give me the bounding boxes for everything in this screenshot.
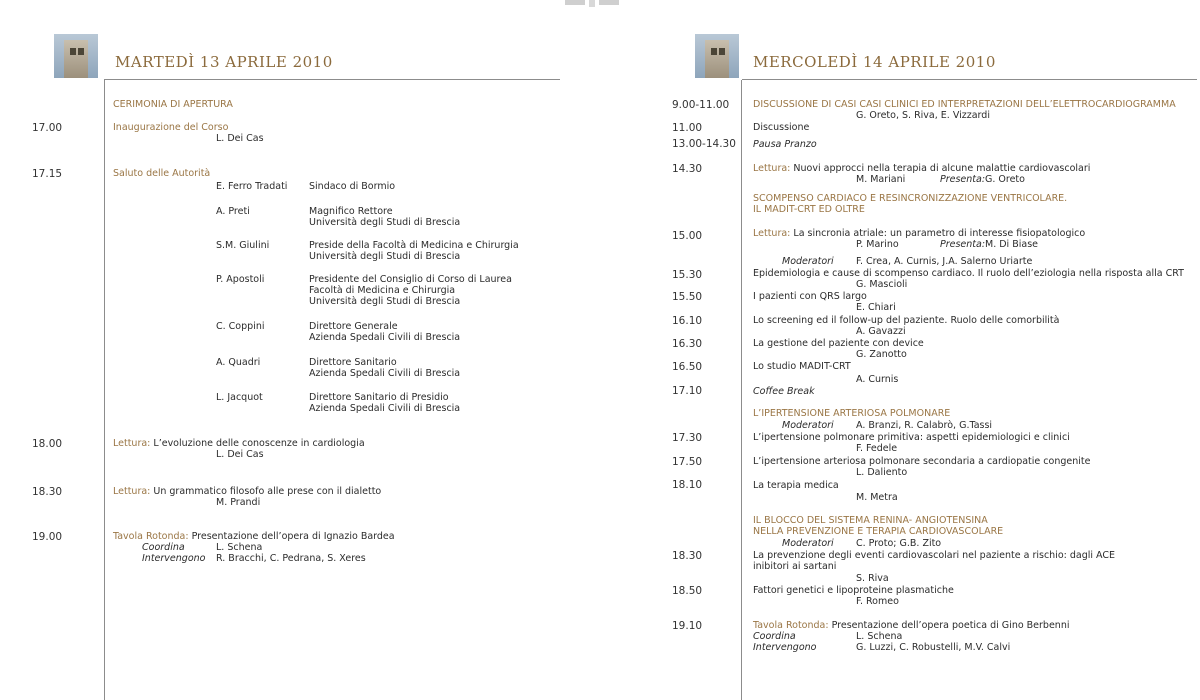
time-slot: 16.10 [672, 315, 703, 327]
authority-org: Azienda Spedali Civili di Brescia [309, 332, 461, 343]
time-slot: 15.00 [672, 230, 703, 242]
coordinator-label: Coordina [142, 542, 185, 553]
time-slot: 17.15 [32, 168, 63, 180]
authority-name: P. Apostoli [216, 274, 265, 285]
authority-name: L. Jacquot [216, 392, 263, 403]
speaker-name: M. Mariani [856, 174, 906, 185]
authority-org: Università degli Studi di Brescia [309, 251, 461, 262]
header-rule [742, 79, 1197, 80]
presenter-label: Presenta: [940, 239, 986, 250]
column-divider [741, 80, 742, 700]
lecture-label: Lettura: Nuovi approcci nella terapia di alcune malattie cardiovascolari [753, 163, 1091, 174]
coordinator-name: L. Schena [856, 631, 903, 642]
coordinator-name: L. Schena [216, 542, 263, 553]
round-table: Tavola Rotonda: Presentazione dell’opera poetica di Gino Berbenni [753, 620, 1070, 631]
talk-title: Epidemiologia e cause di scompenso cardiaco. Il ruolo dell’eziologia nella risposta alla CRT [753, 268, 1184, 279]
authority-role: Direttore Generale [309, 321, 398, 332]
time-slot: 18.30 [672, 550, 703, 562]
authority-role: Preside della Facoltà di Medicina e Chirurgia [309, 240, 519, 251]
talk-title: I pazienti con QRS largo [753, 291, 867, 302]
talk-title: Lo studio MADIT-CRT [753, 361, 851, 372]
time-slot: 15.50 [672, 291, 703, 303]
section-title: NELLA PREVENZIONE E TERAPIA CARDIOVASCOLARE [753, 526, 1004, 537]
authority-name: E. Ferro Tradati [216, 181, 288, 192]
speaker-names: G. Oreto, S. Riva, E. Vizzardi [856, 110, 990, 121]
coordinator-label: Coordina [753, 631, 796, 642]
authority-org: Università degli Studi di Brescia [309, 296, 461, 307]
talk-title: La terapia medica [753, 480, 839, 491]
speakers-names: R. Bracchi, C. Pedrana, S. Xeres [216, 553, 366, 564]
time-slot: 15.30 [672, 269, 703, 281]
time-slot: 16.30 [672, 338, 703, 350]
speaker-name: G. Mascioli [856, 279, 908, 290]
section-title: SCOMPENSO CARDIACO E RESINCRONIZZAZIONE VENTRICOLARE. [753, 193, 1068, 204]
time-slot: 19.10 [672, 620, 703, 632]
talk-title: Lo screening ed il follow-up del paziente. Ruolo delle comorbilità [753, 315, 1060, 326]
time-slot: 17.00 [32, 122, 63, 134]
time-slot: 18.50 [672, 585, 703, 597]
section-title: IL BLOCCO DEL SISTEMA RENINA- ANGIOTENSINA [753, 515, 988, 526]
right-page [600, 0, 1200, 700]
authority-name: S.M. Giulini [216, 240, 270, 251]
speaker-name: M. Prandi [216, 497, 261, 508]
speakers-names: G. Luzzi, C. Robustelli, M.V. Calvi [856, 642, 1011, 653]
day-title-tuesday: MARTEDÌ 13 APRILE 2010 [115, 53, 333, 71]
authority-role: Magnifico Rettore [309, 206, 393, 217]
authority-role: Direttore Sanitario [309, 357, 397, 368]
coffee-break: Coffee Break [753, 386, 815, 397]
speaker-name: M. Metra [856, 492, 898, 503]
bell-tower-icon [695, 34, 739, 78]
left-page [0, 0, 560, 700]
time-slot: 11.00 [672, 122, 703, 134]
speaker-name: P. Marino [856, 239, 899, 250]
speakers-label: Intervengono [753, 642, 817, 653]
speaker-name: F. Fedele [856, 443, 898, 454]
session-label: Tavola Rotonda: Presentazione dell’opera di Ignazio Bardea [113, 531, 395, 542]
section-opening: CERIMONIA DI APERTURA [113, 99, 233, 110]
session-label: Inaugurazione del Corso [113, 122, 229, 133]
presenter-name: G. Oreto [985, 174, 1025, 185]
authority-role: Presidente del Consiglio di Corso di Laurea [309, 274, 512, 285]
section-title: L’IPERTENSIONE ARTERIOSA POLMONARE [753, 408, 951, 419]
talk-title: La gestione del paziente con device [753, 338, 924, 349]
lunch-break: Pausa Pranzo [753, 139, 817, 150]
time-slot: 17.50 [672, 456, 703, 468]
authority-name: A. Quadri [216, 357, 261, 368]
time-slot: 17.30 [672, 432, 703, 444]
moderators-names: A. Branzi, R. Calabrò, G.Tassi [856, 420, 993, 431]
session-label: Saluto delle Autorità [113, 168, 211, 179]
speakers-label: Intervengono [142, 553, 206, 564]
authority-org: Università degli Studi di Brescia [309, 217, 461, 228]
day-title-wednesday: MERCOLEDÌ 14 APRILE 2010 [753, 53, 996, 71]
lecture-label: Lettura: La sincronia atriale: un parametro di interesse fisiopatologico [753, 228, 1086, 239]
speaker-name: L. Daliento [856, 467, 908, 478]
talk-title: La prevenzione degli eventi cardiovascolari nel paziente a rischio: dagli ACE [753, 550, 1116, 561]
speaker-name: A. Curnis [856, 374, 899, 385]
authority-name: C. Coppini [216, 321, 265, 332]
talk-title: L’ipertensione arteriosa polmonare secondaria a cardiopatie congenite [753, 456, 1091, 467]
talk-title: L’ipertensione polmonare primitiva: aspetti epidemiologici e clinici [753, 432, 1070, 443]
moderators-label: Moderatori [782, 256, 834, 267]
session-label: Lettura: L’evoluzione delle conoscenze in cardiologia [113, 438, 365, 449]
time-slot: 18.10 [672, 479, 703, 491]
time-slot: 9.00-11.00 [672, 99, 730, 111]
session-label: Discussione [753, 122, 810, 133]
time-slot: 16.50 [672, 361, 703, 373]
time-slot: 13.00-14.30 [672, 138, 736, 150]
presenter-name: M. Di Biase [985, 239, 1038, 250]
time-slot: 14.30 [672, 163, 703, 175]
authority-role: Direttore Sanitario di Presidio [309, 392, 449, 403]
time-slot: 18.00 [32, 438, 63, 450]
moderators-names: C. Proto; G.B. Zito [856, 538, 942, 549]
speaker-name: E. Chiari [856, 302, 896, 313]
moderators-label: Moderatori [782, 420, 834, 431]
authority-org: Azienda Spedali Civili di Brescia [309, 403, 461, 414]
time-slot: 19.00 [32, 531, 63, 543]
authority-org: Azienda Spedali Civili di Brescia [309, 368, 461, 379]
moderators-label: Moderatori [782, 538, 834, 549]
bell-tower-icon [54, 34, 98, 78]
moderators-names: F. Crea, A. Curnis, J.A. Salerno Uriarte [856, 256, 1033, 267]
section-title: IL MADIT-CRT ED OLTRE [753, 204, 865, 215]
session-label: Lettura: Un grammatico filosofo alle prese con il dialetto [113, 486, 382, 497]
column-divider [104, 80, 105, 700]
talk-title: inibitori ai sartani [753, 561, 837, 572]
speaker-name: L. Dei Cas [216, 133, 264, 144]
speaker-name: G. Zanotto [856, 349, 907, 360]
speaker-name: A. Gavazzi [856, 326, 906, 337]
authority-org: Facoltà di Medicina e Chirurgia [309, 285, 456, 296]
presenter-label: Presenta: [940, 174, 986, 185]
time-slot: 17.10 [672, 385, 703, 397]
time-slot: 18.30 [32, 486, 63, 498]
authority-name: A. Preti [216, 206, 250, 217]
speaker-name: F. Romeo [856, 596, 899, 607]
header-rule [104, 79, 560, 80]
speaker-name: S. Riva [856, 573, 889, 584]
talk-title: Fattori genetici e lipoproteine plasmatiche [753, 585, 954, 596]
authority-role: Sindaco di Bormio [309, 181, 396, 192]
speaker-name: L. Dei Cas [216, 449, 264, 460]
section-title: DISCUSSIONE DI CASI CASI CLINICI ED INTERPRETAZIONI DELL’ELETTROCARDIOGRAMMA [753, 99, 1176, 110]
